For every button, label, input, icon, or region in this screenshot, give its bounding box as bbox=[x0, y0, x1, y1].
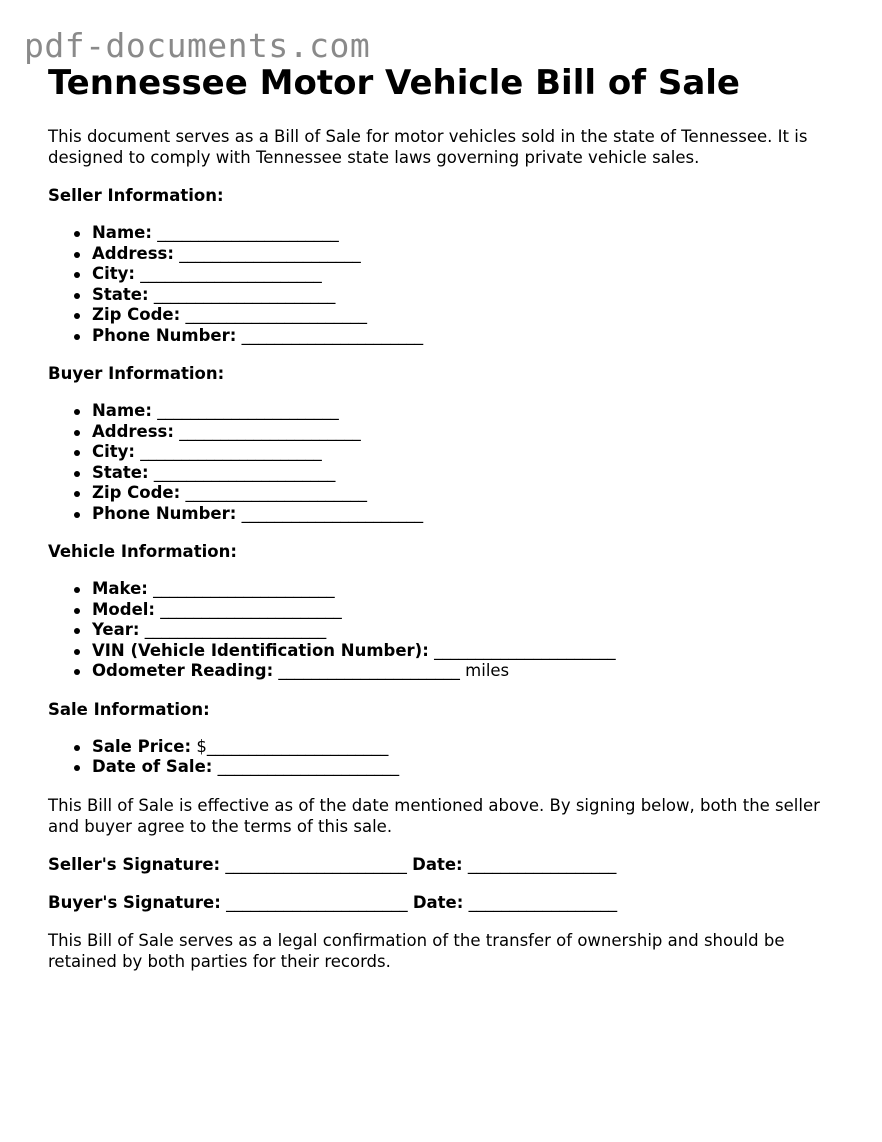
buyer-address-field[interactable]: Address: ______________________ bbox=[92, 422, 848, 443]
sale-date-field[interactable]: Date of Sale: ______________________ bbox=[92, 757, 848, 778]
buyer-state-field[interactable]: State: ______________________ bbox=[92, 463, 848, 484]
seller-state-field[interactable]: State: ______________________ bbox=[92, 285, 848, 306]
seller-phone-field[interactable]: Phone Number: ______________________ bbox=[92, 326, 848, 347]
buyer-name-field[interactable]: Name: ______________________ bbox=[92, 401, 848, 422]
buyer-zip-field[interactable]: Zip Code: ______________________ bbox=[92, 483, 848, 504]
seller-address-field[interactable]: Address: ______________________ bbox=[92, 244, 848, 265]
buyer-signature-row bbox=[48, 892, 848, 913]
seller-signature-field[interactable]: ______________________ bbox=[225, 854, 407, 874]
vehicle-section-heading: Vehicle Information: bbox=[48, 542, 237, 561]
sale-price-field[interactable]: Sale Price: $______________________ bbox=[92, 737, 848, 758]
closing-paragraph: This Bill of Sale serves as a legal confirmation of the transfer of ownership and should be retained by both parties for their records. bbox=[48, 930, 785, 971]
seller-signature-label: Seller's Signature: bbox=[48, 854, 221, 874]
buyer-date-field[interactable]: __________________ bbox=[468, 892, 618, 912]
buyer-signature-field[interactable]: ______________________ bbox=[226, 892, 408, 912]
intro-paragraph: This document serves as a Bill of Sale for motor vehicles sold in the state of Tennessee. It is designed to comply with Tennessee state laws governing private vehicle sales. bbox=[48, 127, 808, 167]
seller-field-list bbox=[48, 223, 848, 346]
vehicle-vin-field[interactable]: VIN (Vehicle Identification Number): ______________________ bbox=[92, 641, 848, 662]
buyer-field-list bbox=[48, 401, 848, 524]
vehicle-year-field[interactable]: Year: ______________________ bbox=[92, 620, 848, 641]
seller-signature-row bbox=[48, 854, 848, 875]
seller-section-heading: Seller Information: bbox=[48, 186, 224, 205]
vehicle-make-field[interactable]: Make: ______________________ bbox=[92, 579, 848, 600]
seller-date-field[interactable]: __________________ bbox=[467, 854, 617, 874]
watermark: pdf-documents.com bbox=[24, 26, 371, 65]
sale-field-list bbox=[48, 737, 848, 778]
sale-section-heading: Sale Information: bbox=[48, 699, 210, 719]
vehicle-model-field[interactable]: Model: ______________________ bbox=[92, 600, 848, 621]
seller-zip-field[interactable]: Zip Code: ______________________ bbox=[92, 305, 848, 326]
buyer-signature-label: Buyer's Signature: bbox=[48, 892, 221, 912]
buyer-section-heading: Buyer Information: bbox=[48, 364, 225, 383]
seller-name-field[interactable]: Name: ______________________ bbox=[92, 223, 848, 244]
seller-city-field[interactable]: City: ______________________ bbox=[92, 264, 848, 285]
buyer-phone-field[interactable]: Phone Number: ______________________ bbox=[92, 504, 848, 525]
buyer-date-label: Date: bbox=[412, 892, 464, 912]
effective-paragraph: This Bill of Sale is effective as of the date mentioned above. By signing below, both the seller and buyer agree to the terms of this sale. bbox=[48, 795, 820, 836]
buyer-city-field[interactable]: City: ______________________ bbox=[92, 442, 848, 463]
seller-date-label: Date: bbox=[412, 854, 463, 874]
vehicle-field-list bbox=[48, 579, 848, 682]
vehicle-odometer-field[interactable]: Odometer Reading: ______________________ miles bbox=[92, 661, 848, 682]
document-page bbox=[48, 60, 848, 972]
document-title: Tennessee Motor Vehicle Bill of Sale bbox=[48, 63, 740, 103]
